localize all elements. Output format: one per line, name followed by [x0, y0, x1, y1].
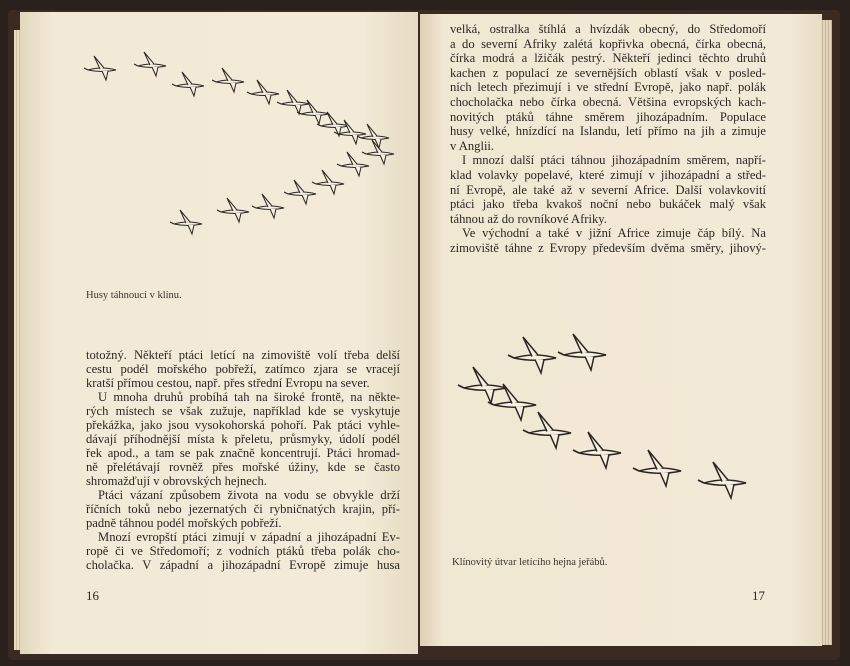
left-body-text — [86, 348, 400, 572]
left-caption: Husy táhnoucí v klínu. — [86, 290, 182, 301]
text-line: a do severní Afriky zalétá kopřivka obecná, čírka obecná, — [450, 36, 766, 51]
text-line: ní Evropě, ale také až v severní Africe. Další volavkovití — [450, 182, 766, 197]
goose-icon — [212, 68, 244, 92]
crane-icon — [573, 432, 621, 468]
goose-icon — [170, 210, 202, 234]
goose-icon — [247, 80, 279, 104]
goose-icon — [277, 90, 309, 114]
text-line: U mnoha druhů probíhá tah na široké frontě, na někte- — [98, 390, 400, 404]
goose-icon — [312, 170, 344, 194]
crane-icon — [633, 450, 681, 486]
text-line: říčních toků nebo jezernatých či rybničnatých krajin, pří- — [86, 502, 400, 516]
text-line: husy velké, hnízdící na Islandu, letí přímo na jih a zimuje — [450, 124, 766, 139]
crane-icon — [698, 462, 746, 498]
right-body-text — [450, 22, 766, 256]
geese-illustration — [80, 40, 410, 260]
goose-icon — [84, 56, 116, 80]
text-line: dávají příhodnější místa k přeletu, průsmyky, údolí podél — [86, 432, 400, 446]
text-line: kratší přímou cestou, např. přes střední Evropu na sever. — [86, 376, 370, 390]
text-line: Ptáci vázaní způsobem života na vodu se obvykle drží — [98, 488, 400, 502]
text-line: cestu podél mořského pobřeží, zatímco zjara se vracejí — [86, 362, 400, 376]
text-line: totožný. Někteří ptáci letící na zimoviště volí třeba delší — [86, 348, 400, 362]
text-line: padně táhnou podél mořských pobřeží. — [86, 516, 282, 530]
left-page-number: 16 — [86, 588, 99, 603]
goose-icon — [172, 72, 204, 96]
text-line: kachen z populací ze severnějších oblastí však v posled- — [450, 65, 766, 80]
text-line: ně přelétávají rovněž přes mořské úžiny, kde se často — [86, 460, 400, 474]
crane-icon — [558, 334, 606, 370]
text-line: ropě či ve Středomoří; z vodních ptáků třeba polák cho- — [86, 544, 400, 558]
text-line: novitých ptáků táhne směrem jihozápadním. Populace — [450, 109, 766, 124]
goose-icon — [217, 198, 249, 222]
text-line: shromažďují v obrovských hejnech. — [86, 474, 267, 488]
text-line: ptáci jako třeba kvakoš noční nebo bukáček malý však — [450, 197, 766, 212]
right-caption: Klínovitý útvar letícího hejna jeřábů. — [452, 557, 608, 568]
text-line: rých místech se však zužuje, například kde se vyskytuje — [86, 404, 400, 418]
text-line: Ve východní a také v jižní Africe zimuje čáp bílý. Na — [462, 226, 766, 241]
goose-icon — [337, 152, 369, 176]
text-line: řek apod., a tam se pak značně koncentrují. Ptáci hromad- — [86, 446, 400, 460]
text-line: velká, ostralka štíhlá a hvízdák obecný, do Středomoří — [450, 22, 766, 36]
text-line: v Anglii. — [450, 138, 495, 153]
text-line: ních letech přezimují i ve střední Evropě, jako např. polák — [450, 80, 766, 95]
text-line: čírka modrá a lžičák pestrý. Někteří jedinci těchto druhů — [450, 51, 766, 66]
goose-icon — [284, 180, 316, 204]
cranes-illustration — [450, 310, 770, 510]
text-line: cholačka. V západní a jihozápadní Evropě zimuje husa — [86, 558, 400, 572]
text-line: Mnozí evropští ptáci zimují v západní a jihozápadní Ev- — [98, 530, 400, 544]
goose-icon — [357, 124, 389, 148]
text-line: chocholačka nebo čírka obecná. Většina evropských kach- — [450, 94, 766, 109]
text-line: táhnou až do rovníkové Afriky. — [450, 211, 607, 226]
text-line: I mnozí další ptáci táhnou jihozápadním směrem, napří- — [462, 153, 766, 168]
goose-icon — [252, 194, 284, 218]
text-line: překážka, jako jsou vysokohorská pohoří. Pak ptáci vyhle- — [86, 418, 400, 432]
right-page-number: 17 — [752, 588, 765, 603]
text-line: zimoviště táhne z Evropy především dvěma směry, jihový- — [450, 240, 766, 255]
goose-icon — [134, 52, 166, 76]
text-line: klad volavky popelavé, které zimují v jihozápadní a střed- — [450, 167, 766, 182]
crane-icon — [508, 337, 556, 373]
crane-icon — [458, 367, 506, 403]
crane-icon — [523, 412, 571, 448]
